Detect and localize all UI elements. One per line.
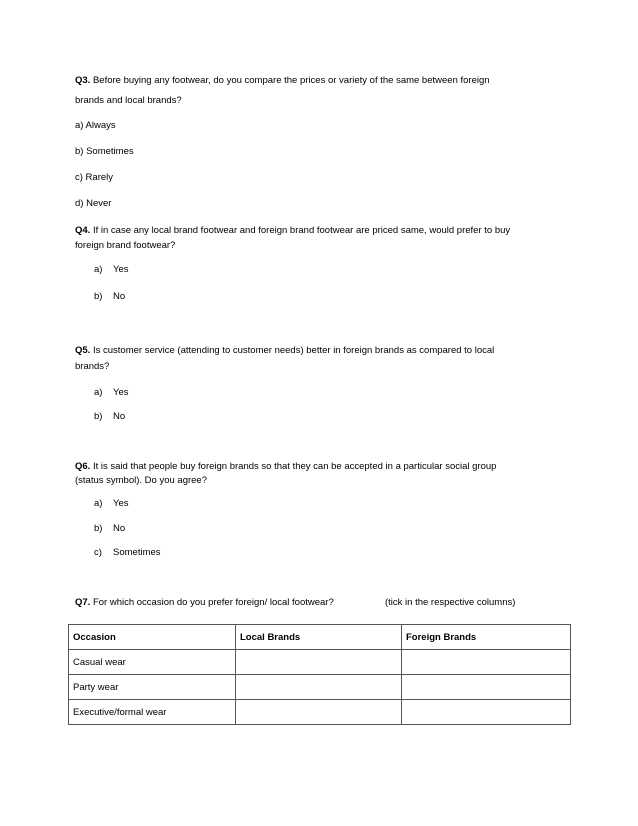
occasion-cell: Casual wear — [69, 650, 236, 675]
q3-option-b: b) Sometimes — [75, 146, 134, 157]
q3-option-c: c) Rarely — [75, 172, 114, 183]
q5-text-1: Is customer service (attending to customer needs) better in foreign brands as compared to local — [92, 345, 495, 356]
q6-option-a-marker: a) — [94, 498, 103, 509]
header-foreign-brands: Foreign Brands — [402, 625, 571, 650]
foreign-brands-cell[interactable] — [402, 675, 571, 700]
q6-option-c-marker: c) — [94, 547, 102, 558]
q4-option-a-text: Yes — [113, 264, 129, 275]
q4-line-1 — [75, 225, 510, 237]
q4-number: Q4. — [75, 225, 91, 236]
occasion-cell: Executive/formal wear — [69, 700, 236, 725]
q6-line-1 — [75, 461, 496, 473]
header-occasion: Occasion — [69, 625, 236, 650]
q7-text: For which occasion do you prefer foreign/ local footwear? — [92, 597, 334, 608]
q6-option-b — [94, 523, 126, 535]
foreign-brands-cell[interactable] — [402, 650, 571, 675]
q6-option-a-text: Yes — [113, 498, 129, 509]
occasion-table — [68, 624, 571, 725]
q4-option-a-marker: a) — [94, 264, 103, 275]
q3-text-2: brands and local brands? — [75, 95, 182, 106]
table-header-row — [69, 625, 571, 650]
q6-number: Q6. — [75, 461, 91, 472]
q4-option-b-marker: b) — [94, 291, 103, 302]
q5-option-b — [94, 411, 126, 423]
q5-option-a-marker: a) — [94, 387, 103, 398]
q5-option-b-text: No — [113, 411, 126, 422]
q6-option-b-text: No — [113, 523, 126, 534]
q3-line-1 — [75, 75, 490, 87]
q7-note: (tick in the respective columns) — [385, 597, 516, 608]
q5-number: Q5. — [75, 345, 91, 356]
table-row — [69, 650, 571, 675]
q3-text-1: Before buying any footwear, do you compare the prices or variety of the same between foreign — [92, 75, 490, 86]
header-local-brands: Local Brands — [236, 625, 402, 650]
q5-option-a — [94, 387, 129, 399]
q6-option-b-marker: b) — [94, 523, 103, 534]
foreign-brands-cell[interactable] — [402, 700, 571, 725]
q3-option-a: a) Always — [75, 120, 116, 131]
q4-option-a — [94, 264, 129, 276]
table-row — [69, 700, 571, 725]
table-row — [69, 675, 571, 700]
q3-number: Q3. — [75, 75, 91, 86]
q6-text-2: (status symbol). Do you agree? — [75, 475, 208, 486]
q6-option-c-text: Sometimes — [113, 547, 161, 558]
local-brands-cell[interactable] — [236, 700, 402, 725]
q5-text-2: brands? — [75, 361, 110, 372]
q7-number: Q7. — [75, 597, 91, 608]
q4-text-2: foreign brand footwear? — [75, 240, 176, 251]
q4-option-b — [94, 291, 126, 303]
q4-text-1: If in case any local brand footwear and foreign brand footwear are priced same, would prefer to buy — [92, 225, 511, 236]
q7-line — [75, 597, 334, 609]
local-brands-cell[interactable] — [236, 675, 402, 700]
local-brands-cell[interactable] — [236, 650, 402, 675]
q6-text-1: It is said that people buy foreign brands so that they can be accepted in a particular social group — [92, 461, 497, 472]
q4-option-b-text: No — [113, 291, 126, 302]
q5-option-a-text: Yes — [113, 387, 129, 398]
q5-line-1 — [75, 345, 494, 357]
q5-option-b-marker: b) — [94, 411, 103, 422]
q6-option-c — [94, 547, 161, 559]
q3-option-d: d) Never — [75, 198, 112, 209]
q6-option-a — [94, 498, 129, 510]
occasion-cell: Party wear — [69, 675, 236, 700]
